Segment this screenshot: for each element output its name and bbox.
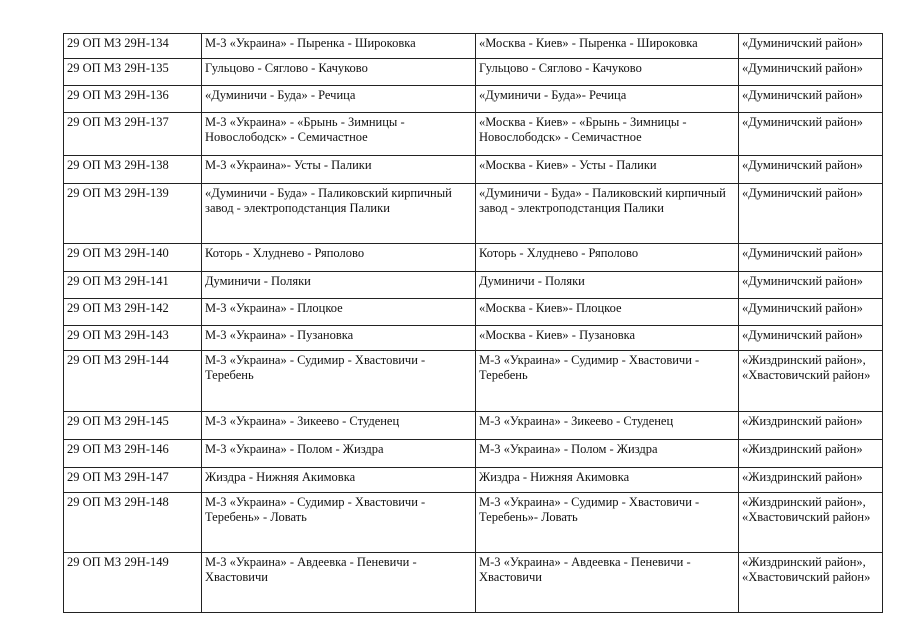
road-district: «Думиничский район» [739,113,883,156]
road-district: «Думиничский район» [739,184,883,244]
table-row [64,412,883,440]
road-route: М-3 «Украина» - Полом - Жиздра [476,440,739,468]
road-route: М-3 «Украина» - Зикеево - Студенец [476,412,739,440]
road-name: Думиничи - Поляки [202,272,476,299]
road-name: М-3 «Украина» - Пыренка - Широковка [202,34,476,59]
road-route: «Москва - Киев» - Усты - Палики [476,156,739,184]
road-district: «Жиздринский район» [739,412,883,440]
road-name: М-3 «Украина» - Судимир - Хвастовичи - Теребень» - Ловать [202,493,476,553]
road-code: 29 ОП МЗ 29Н-138 [64,156,202,184]
road-code: 29 ОП МЗ 29Н-139 [64,184,202,244]
table-row [64,86,883,113]
road-name: М-3 «Украина» - «Брынь - Зимницы - Новослободск» - Семичастное [202,113,476,156]
road-name: М-3 «Украина» - Судимир - Хвастовичи - Теребень [202,351,476,412]
road-district: «Думиничский район» [739,244,883,272]
road-code: 29 ОП МЗ 29Н-135 [64,59,202,86]
road-route: Думиничи - Поляки [476,272,739,299]
table-row [64,113,883,156]
road-name: «Думиничи - Буда» - Паликовский кирпичный завод - электроподстанция Палики [202,184,476,244]
table-row [64,184,883,244]
road-code: 29 ОП МЗ 29Н-148 [64,493,202,553]
table-row [64,34,883,59]
table-row [64,468,883,493]
roads-table [63,33,883,613]
road-code: 29 ОП МЗ 29Н-144 [64,351,202,412]
road-code: 29 ОП МЗ 29Н-142 [64,299,202,326]
road-name: М-3 «Украина» - Плоцкое [202,299,476,326]
road-code: 29 ОП МЗ 29Н-137 [64,113,202,156]
table-row [64,244,883,272]
road-code: 29 ОП МЗ 29Н-146 [64,440,202,468]
table-row [64,326,883,351]
road-code: 29 ОП МЗ 29Н-141 [64,272,202,299]
road-name: М-3 «Украина» - Зикеево - Студенец [202,412,476,440]
road-route: Жиздра - Нижняя Акимовка [476,468,739,493]
road-route: «Думиничи - Буда» - Паликовский кирпичный завод - электроподстанция Палики [476,184,739,244]
road-district: «Жиздринский район», «Хвастовичский район» [739,351,883,412]
road-code: 29 ОП МЗ 29Н-134 [64,34,202,59]
road-district: «Думиничский район» [739,86,883,113]
table-row [64,553,883,613]
table-row [64,272,883,299]
road-code: 29 ОП МЗ 29Н-149 [64,553,202,613]
table-row [64,156,883,184]
road-route: М-3 «Украина» - Авдеевка - Пеневичи - Хвастовичи [476,553,739,613]
table-row [64,493,883,553]
road-route: «Москва - Киев» - Пузановка [476,326,739,351]
road-code: 29 ОП МЗ 29Н-136 [64,86,202,113]
road-route: «Москва - Киев»- Плоцкое [476,299,739,326]
road-district: «Думиничский район» [739,326,883,351]
road-district: «Жиздринский район», «Хвастовичский район» [739,493,883,553]
road-district: «Думиничский район» [739,59,883,86]
table-row [64,299,883,326]
road-route: «Думиничи - Буда»- Речица [476,86,739,113]
road-district: «Думиничский район» [739,156,883,184]
table-row [64,440,883,468]
road-route: М-3 «Украина» - Судимир - Хвастовичи - Теребень [476,351,739,412]
road-route: М-3 «Украина» - Судимир - Хвастовичи - Теребень»- Ловать [476,493,739,553]
road-district: «Жиздринский район» [739,440,883,468]
road-code: 29 ОП МЗ 29Н-140 [64,244,202,272]
road-district: «Жиздринский район» [739,468,883,493]
road-name: «Думиничи - Буда» - Речица [202,86,476,113]
road-name: Которь - Хлуднево - Ряполово [202,244,476,272]
road-name: М-3 «Украина» - Авдеевка - Пеневичи - Хвастовичи [202,553,476,613]
road-name: Гульцово - Сяглово - Качуково [202,59,476,86]
table-row [64,59,883,86]
road-code: 29 ОП МЗ 29Н-145 [64,412,202,440]
road-name: Жиздра - Нижняя Акимовка [202,468,476,493]
road-code: 29 ОП МЗ 29Н-147 [64,468,202,493]
road-route: «Москва - Киев» - «Брынь - Зимницы - Новослободск» - Семичастное [476,113,739,156]
road-district: «Думиничский район» [739,272,883,299]
road-district: «Думиничский район» [739,299,883,326]
road-district: «Думиничский район» [739,34,883,59]
road-district: «Жиздринский район», «Хвастовичский район» [739,553,883,613]
road-route: «Москва - Киев» - Пыренка - Широковка [476,34,739,59]
road-name: М-3 «Украина» - Полом - Жиздра [202,440,476,468]
table-row [64,351,883,412]
road-name: М-3 «Украина»- Усты - Палики [202,156,476,184]
road-route: Гульцово - Сяглово - Качуково [476,59,739,86]
road-name: М-3 «Украина» - Пузановка [202,326,476,351]
road-route: Которь - Хлуднево - Ряполово [476,244,739,272]
road-code: 29 ОП МЗ 29Н-143 [64,326,202,351]
